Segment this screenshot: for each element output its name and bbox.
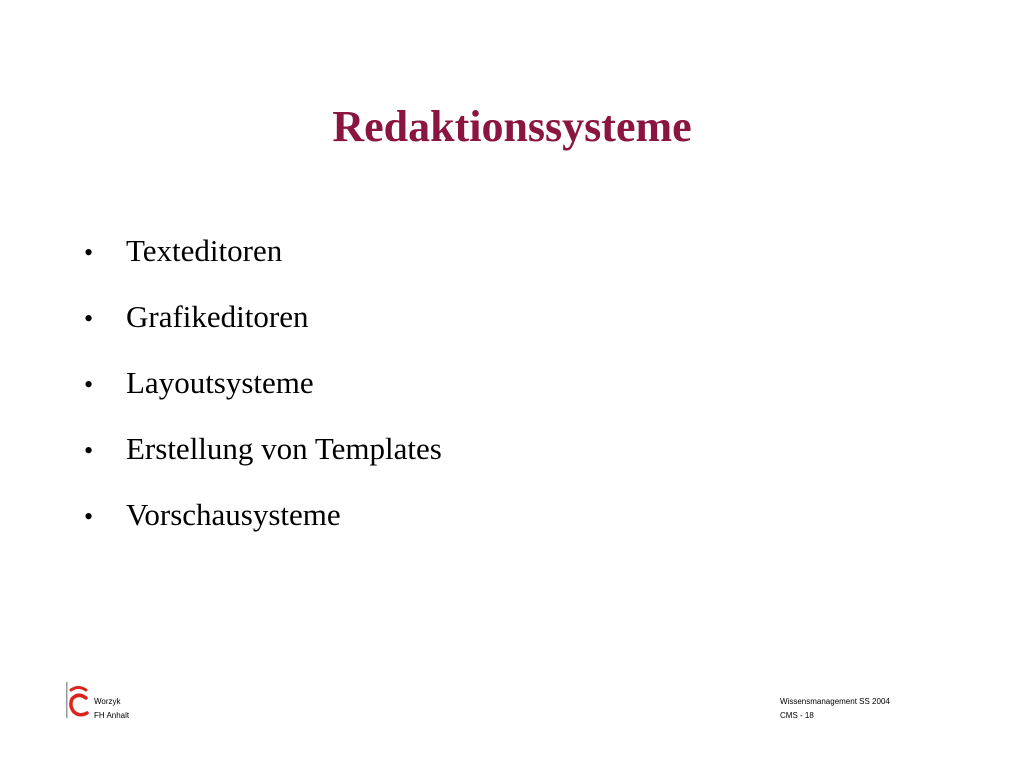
logo-arc-c <box>71 695 87 715</box>
bullet-list <box>84 229 442 559</box>
footer-right <box>780 695 890 723</box>
bullet-item-texteditoren <box>84 229 442 295</box>
logo-bar <box>66 682 68 718</box>
footer-page-number: CMS - 18 <box>780 711 814 720</box>
fh-anhalt-logo-icon <box>66 682 90 718</box>
footer-author: Worzyk <box>94 697 121 706</box>
footer-course: Wissensmanagement SS 2004 <box>780 697 890 706</box>
bullet-icon: • <box>84 502 94 531</box>
bullet-icon: • <box>84 370 94 399</box>
bullet-icon: • <box>84 304 94 333</box>
bullet-text: Grafikeditoren <box>126 299 309 334</box>
slide-title: Redaktionssysteme <box>332 102 692 151</box>
footer-left <box>66 682 129 723</box>
footer-left-text <box>94 695 129 723</box>
bullet-item-vorschausysteme <box>84 493 442 559</box>
bullet-text: Texteditoren <box>126 233 283 268</box>
logo-arc-top <box>71 688 86 691</box>
bullet-item-templates <box>84 427 442 493</box>
bullet-icon: • <box>84 436 94 465</box>
bullet-text: Erstellung von Templates <box>126 431 442 466</box>
bullet-item-grafikeditoren <box>84 295 442 361</box>
bullet-text: Layoutsysteme <box>126 365 314 400</box>
bullet-text: Vorschausysteme <box>126 497 341 532</box>
footer-institution: FH Anhalt <box>94 711 130 720</box>
bullet-item-layoutsysteme <box>84 361 442 427</box>
bullet-icon: • <box>84 238 94 267</box>
